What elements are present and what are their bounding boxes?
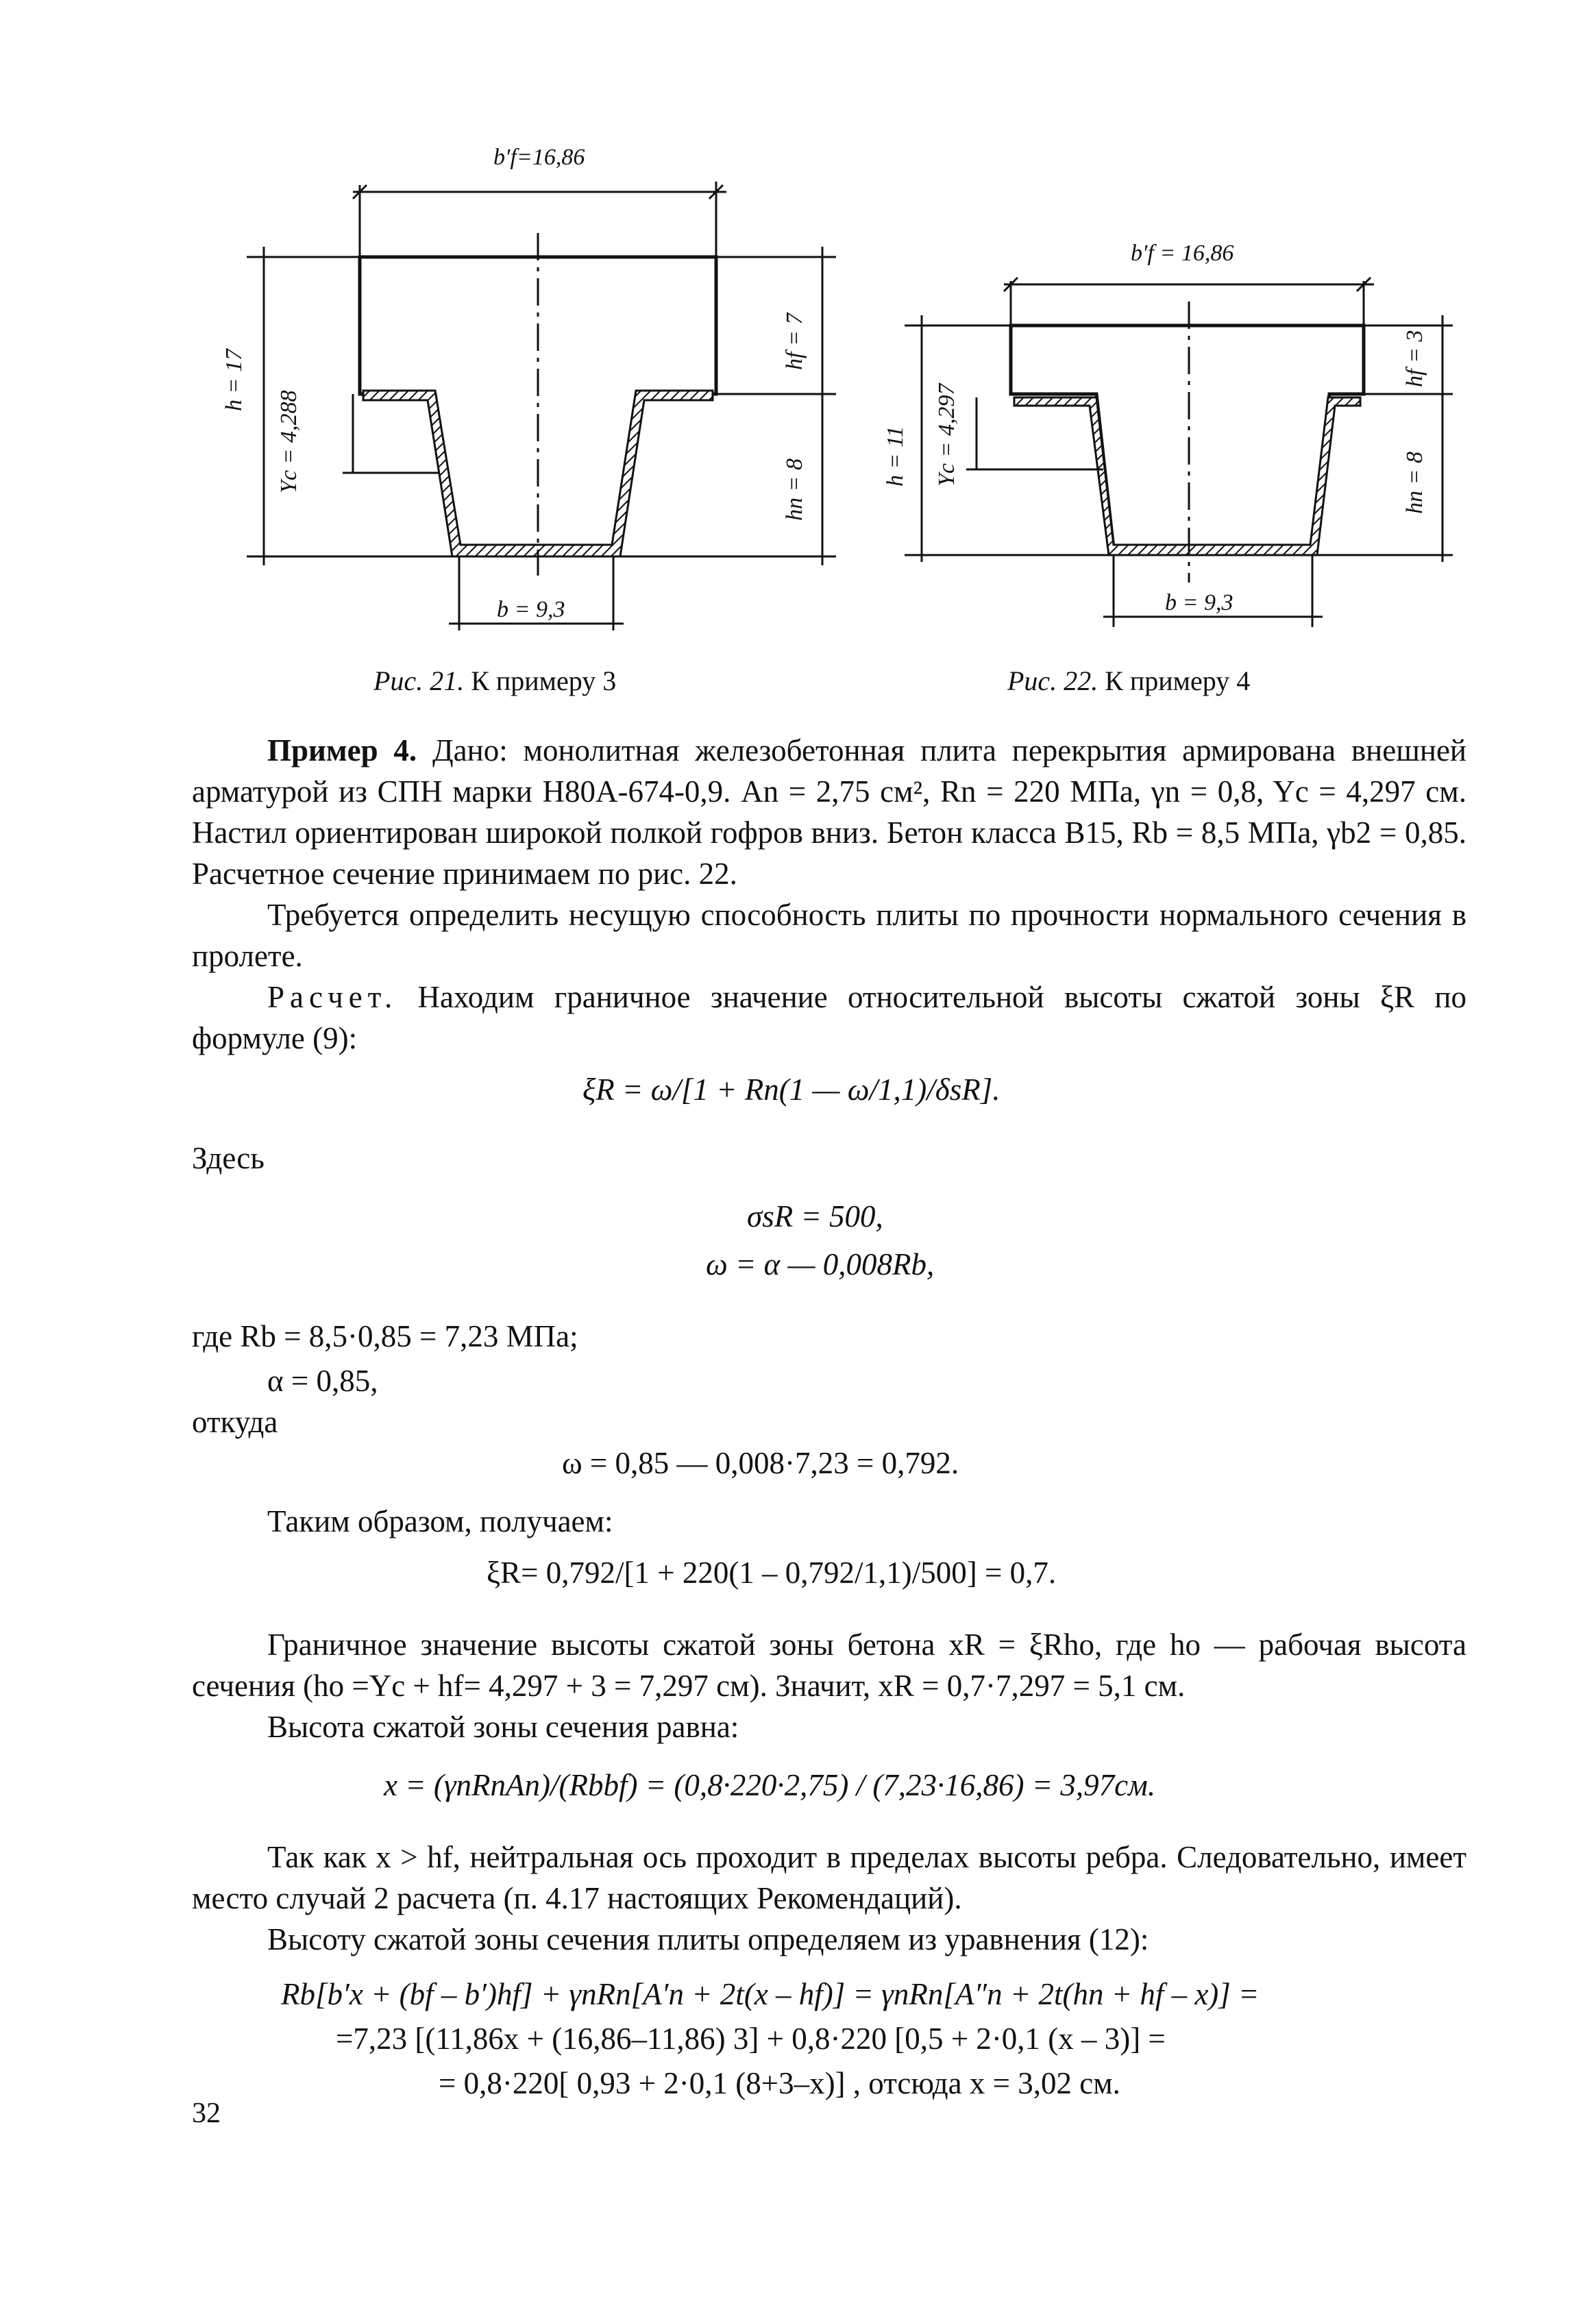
fig21-yc-label: Yc = 4,288	[276, 390, 302, 493]
figure-22-caption	[1007, 665, 1250, 697]
equation-12-line-1: Rb[b′x + (bf – b′)hf] + γnRn[A′n + 2t(x – hf)] = γnRn[A″n + 2t(hn + hf – x)] =	[281, 1977, 1260, 2011]
caption-21-number: Рис. 21.	[373, 665, 465, 696]
page-number: 32	[192, 2098, 221, 2129]
equation-sigma: σsR = 500,	[747, 1199, 883, 1233]
caption-21-text: К примеру 3	[471, 665, 617, 696]
equation-xi-formula: ξR = ω/[1 + Rn(1 — ω/1,1)/δsR].	[582, 1072, 1000, 1107]
example-title: Пример 4.	[267, 733, 417, 768]
height-label: Высота сжатой зоны сечения равна:	[267, 1710, 739, 1744]
example-body: Дано: монолитная железобетонная плита перекрытия армирована внешней арматурой из СПН марки Н80А-674-0,9. An = 2,75 см², Rn = 220 МПа, γn = 0,8, Yc = 4,297 см. Настил ориентирован широкой полкой гофров вниз. Бетон класса В15, Rb = 8,5 МПа, γb2 = 0,85. Расчетное сечение принимаем по рис. 22.	[192, 733, 1467, 891]
fig22-hn-label: hn = 8	[1402, 452, 1427, 514]
fig21-bf-label: b′f=16,86	[493, 145, 585, 170]
figure-22-drawing	[877, 233, 1494, 630]
alpha-line: α = 0,85,	[267, 1364, 378, 1398]
figure-21-caption	[373, 665, 616, 697]
thus-label: Таким образом, получаем:	[267, 1504, 613, 1538]
equation-omega: ω = α — 0,008Rb,	[706, 1247, 935, 1281]
fig21-h-label: h = 17	[221, 349, 247, 411]
height-from-eq-label: Высоту сжатой зоны сечения плиты определяем из уравнения (12):	[267, 1922, 1149, 1956]
requirement-paragraph: Требуется определить несущую способность плиты по прочности нормального сечения в пролете.	[192, 898, 1466, 973]
fig22-bf-label: b′f = 16,86	[1131, 241, 1234, 266]
where-rb-line: где Rb = 8,5·0,85 = 7,23 МПа;	[192, 1319, 578, 1353]
figure-21-drawing	[206, 137, 863, 637]
calc-label: Расчет.	[267, 980, 398, 1014]
equation-12-line-2: =7,23 [(11,86x + (16,86–11,86) 3] + 0,8·220 [0,5 + 2·0,1 (x – 3)] =	[336, 2022, 1166, 2056]
calc-intro: Находим граничное значение относительной высоты сжатой зоны ξR по формуле (9):	[192, 980, 1467, 1055]
equation-omega-value: ω = 0,85 — 0,008·7,23 = 0,792.	[562, 1446, 959, 1480]
fig21-hf-label: hf = 7	[782, 312, 807, 370]
fig21-hn-label: hn = 8	[782, 458, 807, 521]
here-label: Здесь	[192, 1141, 265, 1175]
fig22-yc-label: Yc = 4,297	[934, 383, 959, 487]
caption-22-text: К примеру 4	[1105, 665, 1251, 696]
fig21-b-label: b = 9,3	[497, 597, 565, 622]
fig22-hf-label: hf = 3	[1402, 330, 1427, 387]
since-paragraph: Так как x > hf, нейтральная ось проходит в пределах высоты ребра. Следовательно, имеет место случай 2 расчета (п. 4.17 настоящих Рекомендаций).	[192, 1840, 1466, 1915]
fig22-b-label: b = 9,3	[1165, 590, 1233, 615]
equation-12-line-3: = 0,8·220[ 0,93 + 2·0,1 (8+3–x)] , отсюда x = 3,02 см.	[439, 2066, 1120, 2100]
fig22-h-label: h = 11	[883, 426, 908, 487]
caption-22-number: Рис. 22.	[1007, 665, 1098, 696]
equation-xi-value: ξR= 0,792/[1 + 220(1 – 0,792/1,1)/500] = 0,7.	[487, 1556, 1057, 1590]
whence-label: откуда	[192, 1405, 278, 1439]
boundary-paragraph: Граничное значение высоты сжатой зоны бетона xR = ξRho, где ho — рабочая высота сечения (ho =Yc + hf= 4,297 + 3 = 7,297 см). Значит, xR = 0,7·7,297 = 5,1 см.	[192, 1628, 1466, 1703]
equation-x: x = (γnRnAn)/(Rbbf) = (0,8·220·2,75) / (7,23·16,86) = 3,97см.	[384, 1768, 1156, 1802]
example-4-paragraph	[192, 730, 1466, 894]
calc-paragraph	[192, 977, 1466, 1059]
